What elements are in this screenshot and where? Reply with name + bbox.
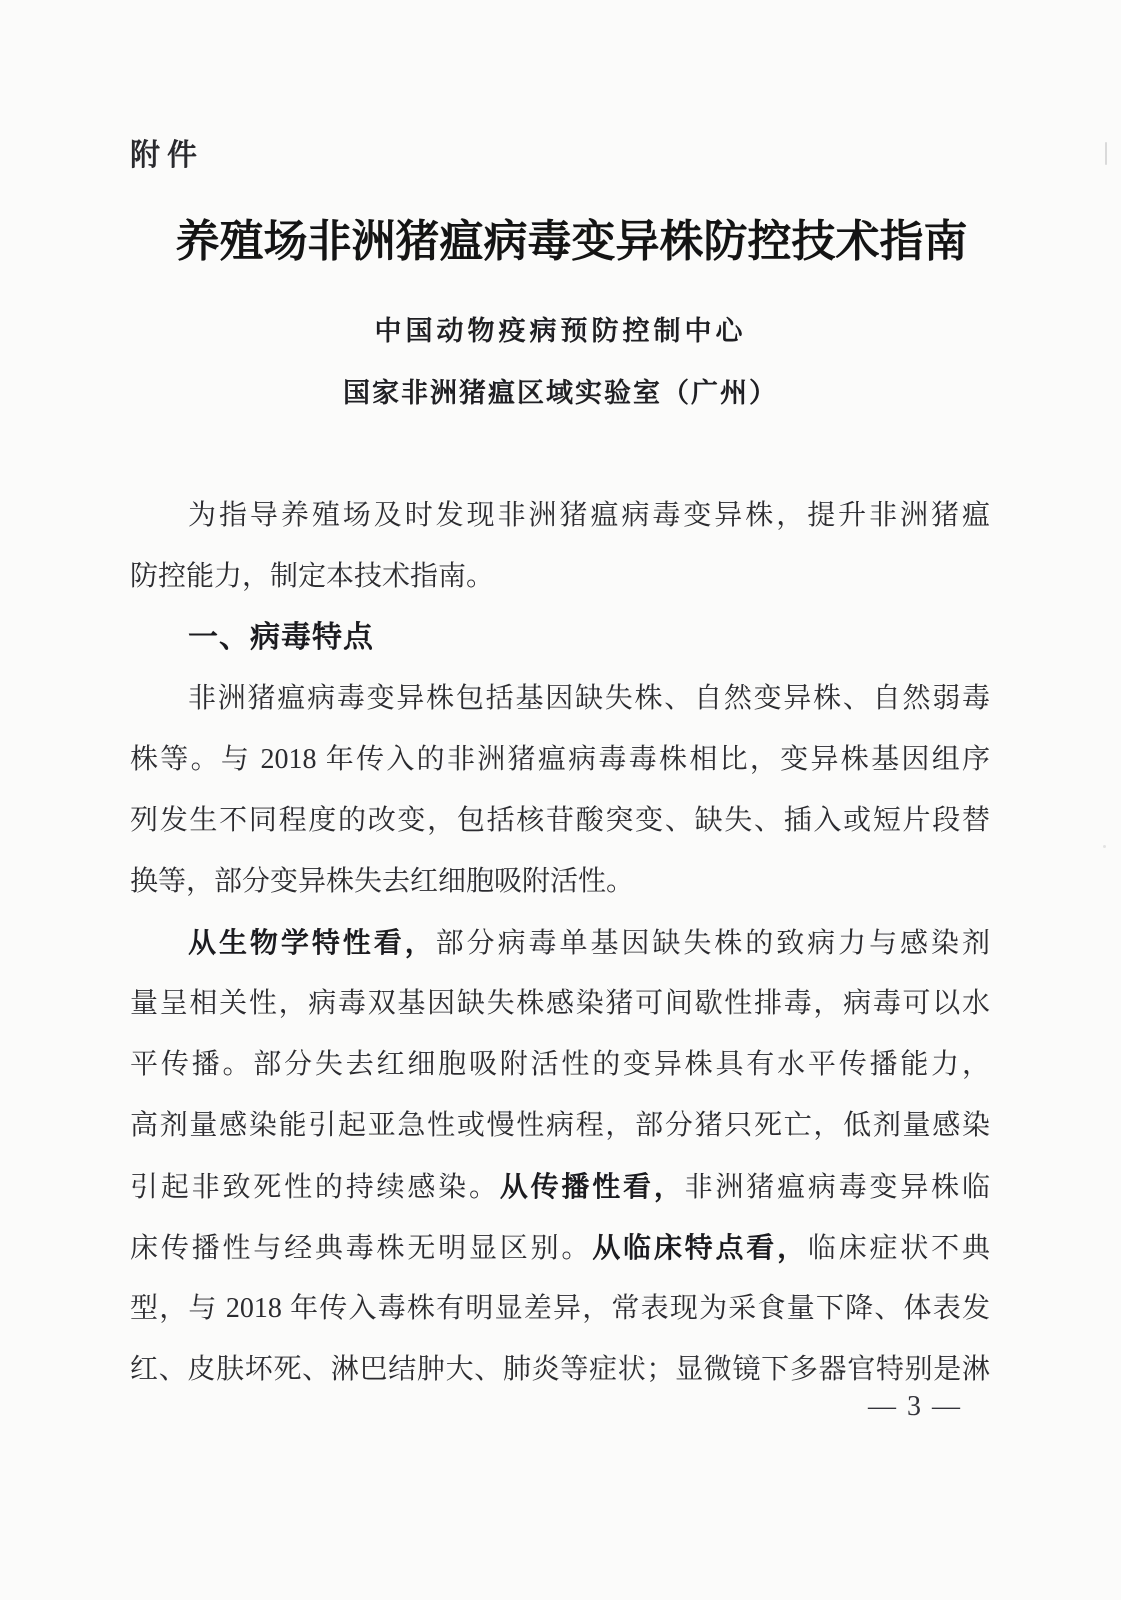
page-number: — 3 — <box>868 1391 962 1422</box>
body-line <box>130 912 990 973</box>
body-line <box>130 1095 990 1156</box>
scan-artifact-line <box>1105 142 1107 165</box>
bold-phrase: 一、病毒特点 <box>188 621 374 654</box>
body-line <box>130 851 990 912</box>
org-name-line2: 国家非洲猪瘟区域实验室（广州） <box>343 378 778 408</box>
org-name-line1: 中国动物疫病预防控制中心 <box>374 316 747 346</box>
text-segment: 非洲猪瘟病毒变异株包括基因缺失株、自然变异株、自然弱毒 <box>188 683 990 714</box>
document-body <box>130 485 990 1400</box>
text-segment: 株等。与 2018 年传入的非洲猪瘟病毒毒株相比，变异株基因组序 <box>130 744 990 775</box>
body-line <box>130 729 990 790</box>
body-line <box>130 546 990 607</box>
text-segment: 床传播性与经典毒株无明显区别。 <box>130 1233 593 1264</box>
scan-artifact-dot <box>1103 845 1106 848</box>
bold-phrase: 从传播性看， <box>499 1171 685 1202</box>
attachment-label: 附件 <box>130 139 204 172</box>
body-line <box>130 973 990 1034</box>
document-title: 养殖场非洲猪瘟病毒变异株防控技术指南 <box>175 217 968 266</box>
text-segment: 列发生不同程度的改变，包括核苷酸突变、缺失、插入或短片段替 <box>130 805 990 836</box>
text-segment: 临床症状不典 <box>807 1233 990 1264</box>
text-segment: 防控能力，制定本技术指南。 <box>130 561 495 592</box>
section-heading <box>130 607 990 668</box>
text-segment: 非洲猪瘟病毒变异株临 <box>684 1172 990 1203</box>
bold-phrase: 从生物学特性看， <box>188 927 436 958</box>
text-segment: 高剂量感染能引起亚急性或慢性病程，部分猪只死亡，低剂量感染 <box>130 1110 990 1141</box>
text-segment: 红、皮肤坏死、淋巴结肿大、肺炎等症状；显微镜下多器官特别是淋 <box>130 1354 990 1385</box>
text-segment: 型，与 2018 年传入毒株有明显差异，常表现为采食量下降、体表发 <box>130 1293 990 1324</box>
body-line <box>130 1034 990 1095</box>
body-line <box>130 485 990 546</box>
body-line <box>130 1217 990 1278</box>
text-segment: 引起非致死性的持续感染。 <box>130 1172 500 1203</box>
body-line <box>130 1278 990 1339</box>
text-segment: 部分病毒单基因缺失株的致病力与感染剂 <box>435 928 990 959</box>
text-segment: 换等，部分变异株失去红细胞吸附活性。 <box>130 866 635 897</box>
body-line <box>130 668 990 729</box>
body-line <box>130 1156 990 1217</box>
text-segment: 量呈相关性，病毒双基因缺失株感染猪可间歇性排毒，病毒可以水 <box>130 988 990 1019</box>
bold-phrase: 从临床特点看， <box>592 1232 808 1263</box>
text-segment: 为指导养殖场及时发现非洲猪瘟病毒变异株，提升非洲猪瘟 <box>188 500 990 531</box>
text-segment: 平传播。部分失去红细胞吸附活性的变异株具有水平传播能力， <box>130 1049 990 1080</box>
body-line <box>130 790 990 851</box>
